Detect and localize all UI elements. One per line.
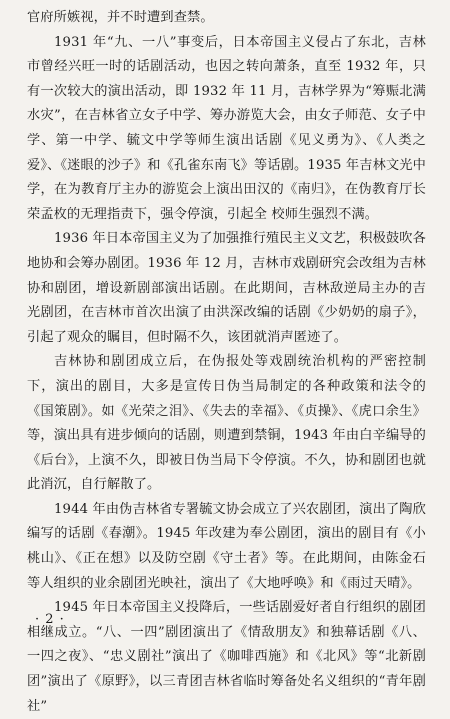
page-number: · 2 ·	[35, 612, 65, 627]
paragraph-1944: 1944 年由伪吉林省专署毓文协会成立了兴农剧团，演出了陶欣编写的话剧《春潮》。1945 年改建为奉公剧团，演出的剧目有《小桃山》、《正在想》以及防空剧《守土者》等。在此期间，由陈金石等人组织的业余剧团光映社，演出了《大地呼唤》和《雨过天晴》。	[27, 501, 426, 591]
paragraph-xiehe-troupe: 吉林协和剧团成立后，在伪报处等戏剧统治机构的严密控制下，演出的剧目，大多是宣传日伪当局制定的各种政策和法令的《国策剧》。如《光荣之泪》、《失去的幸福》、《贞操》、《虎口余生》等，演出具有进步倾向的话剧，则遭到禁铜，1943 年由白辛编导的《后台》，上演不久，即被日伪当局下令停演。不久，协和剧团也就此消沉，自行解散了。	[27, 354, 426, 493]
paragraph-1931: 1931 年“九、一八”事变后，日本帝国主义侵占了东北，吉林市曾经兴旺一时的话剧活动，也因之转向萧条，直至 1932 年，只有一次较大的演出活动，即 1932 年 11 月，吉林学界为“筹赈北满水灾”，在吉林省立女子中学、筹办游览大会，由女子师范、女子中学、第一中学、毓文中学等师生演出话剧《见义勇为》、《人类之爱》、《迷眼的沙子》和《孔雀东南飞》等话剧。1935 年吉林文光中学，在为教育厅主办的游览会上演出田汉的《南归》，在伪教育厅长荣孟枚的无理指责下，强令停演，引起全 校师生强烈不满。	[27, 34, 426, 222]
paragraph-1945: 1945 年日本帝国主义投降后，一些话剧爱好者自行组织的剧团相继成立。“八、一四”剧团演出了《情敌朋友》和独幕话剧《八、一四之夜》、“忠义剧社”演出了《咖啡西施》和《北风》等“北新剧团”演出了《原野》，以三青团吉林省临时筹备处名义组织的“青年剧社”	[27, 600, 426, 714]
paragraph-continuation: 官府所嫉视，并不时遭到查禁。	[27, 10, 214, 25]
paragraph-1936: 1936 年日本帝国主义为了加强推行殖民主义文艺，积极鼓吹各地协和会筹办剧团。1936 年 12 月，吉林市戏剧研究会改组为吉林协和剧团，增设新剧部演出话剧。在此期间，吉林敌逆局主办的吉光剧团，在吉林市首次出演了由洪深改编的话剧《少奶奶的扇子》，引起了观众的瞩目，但时隔不久，该团就消声匿迹了。	[27, 231, 426, 345]
